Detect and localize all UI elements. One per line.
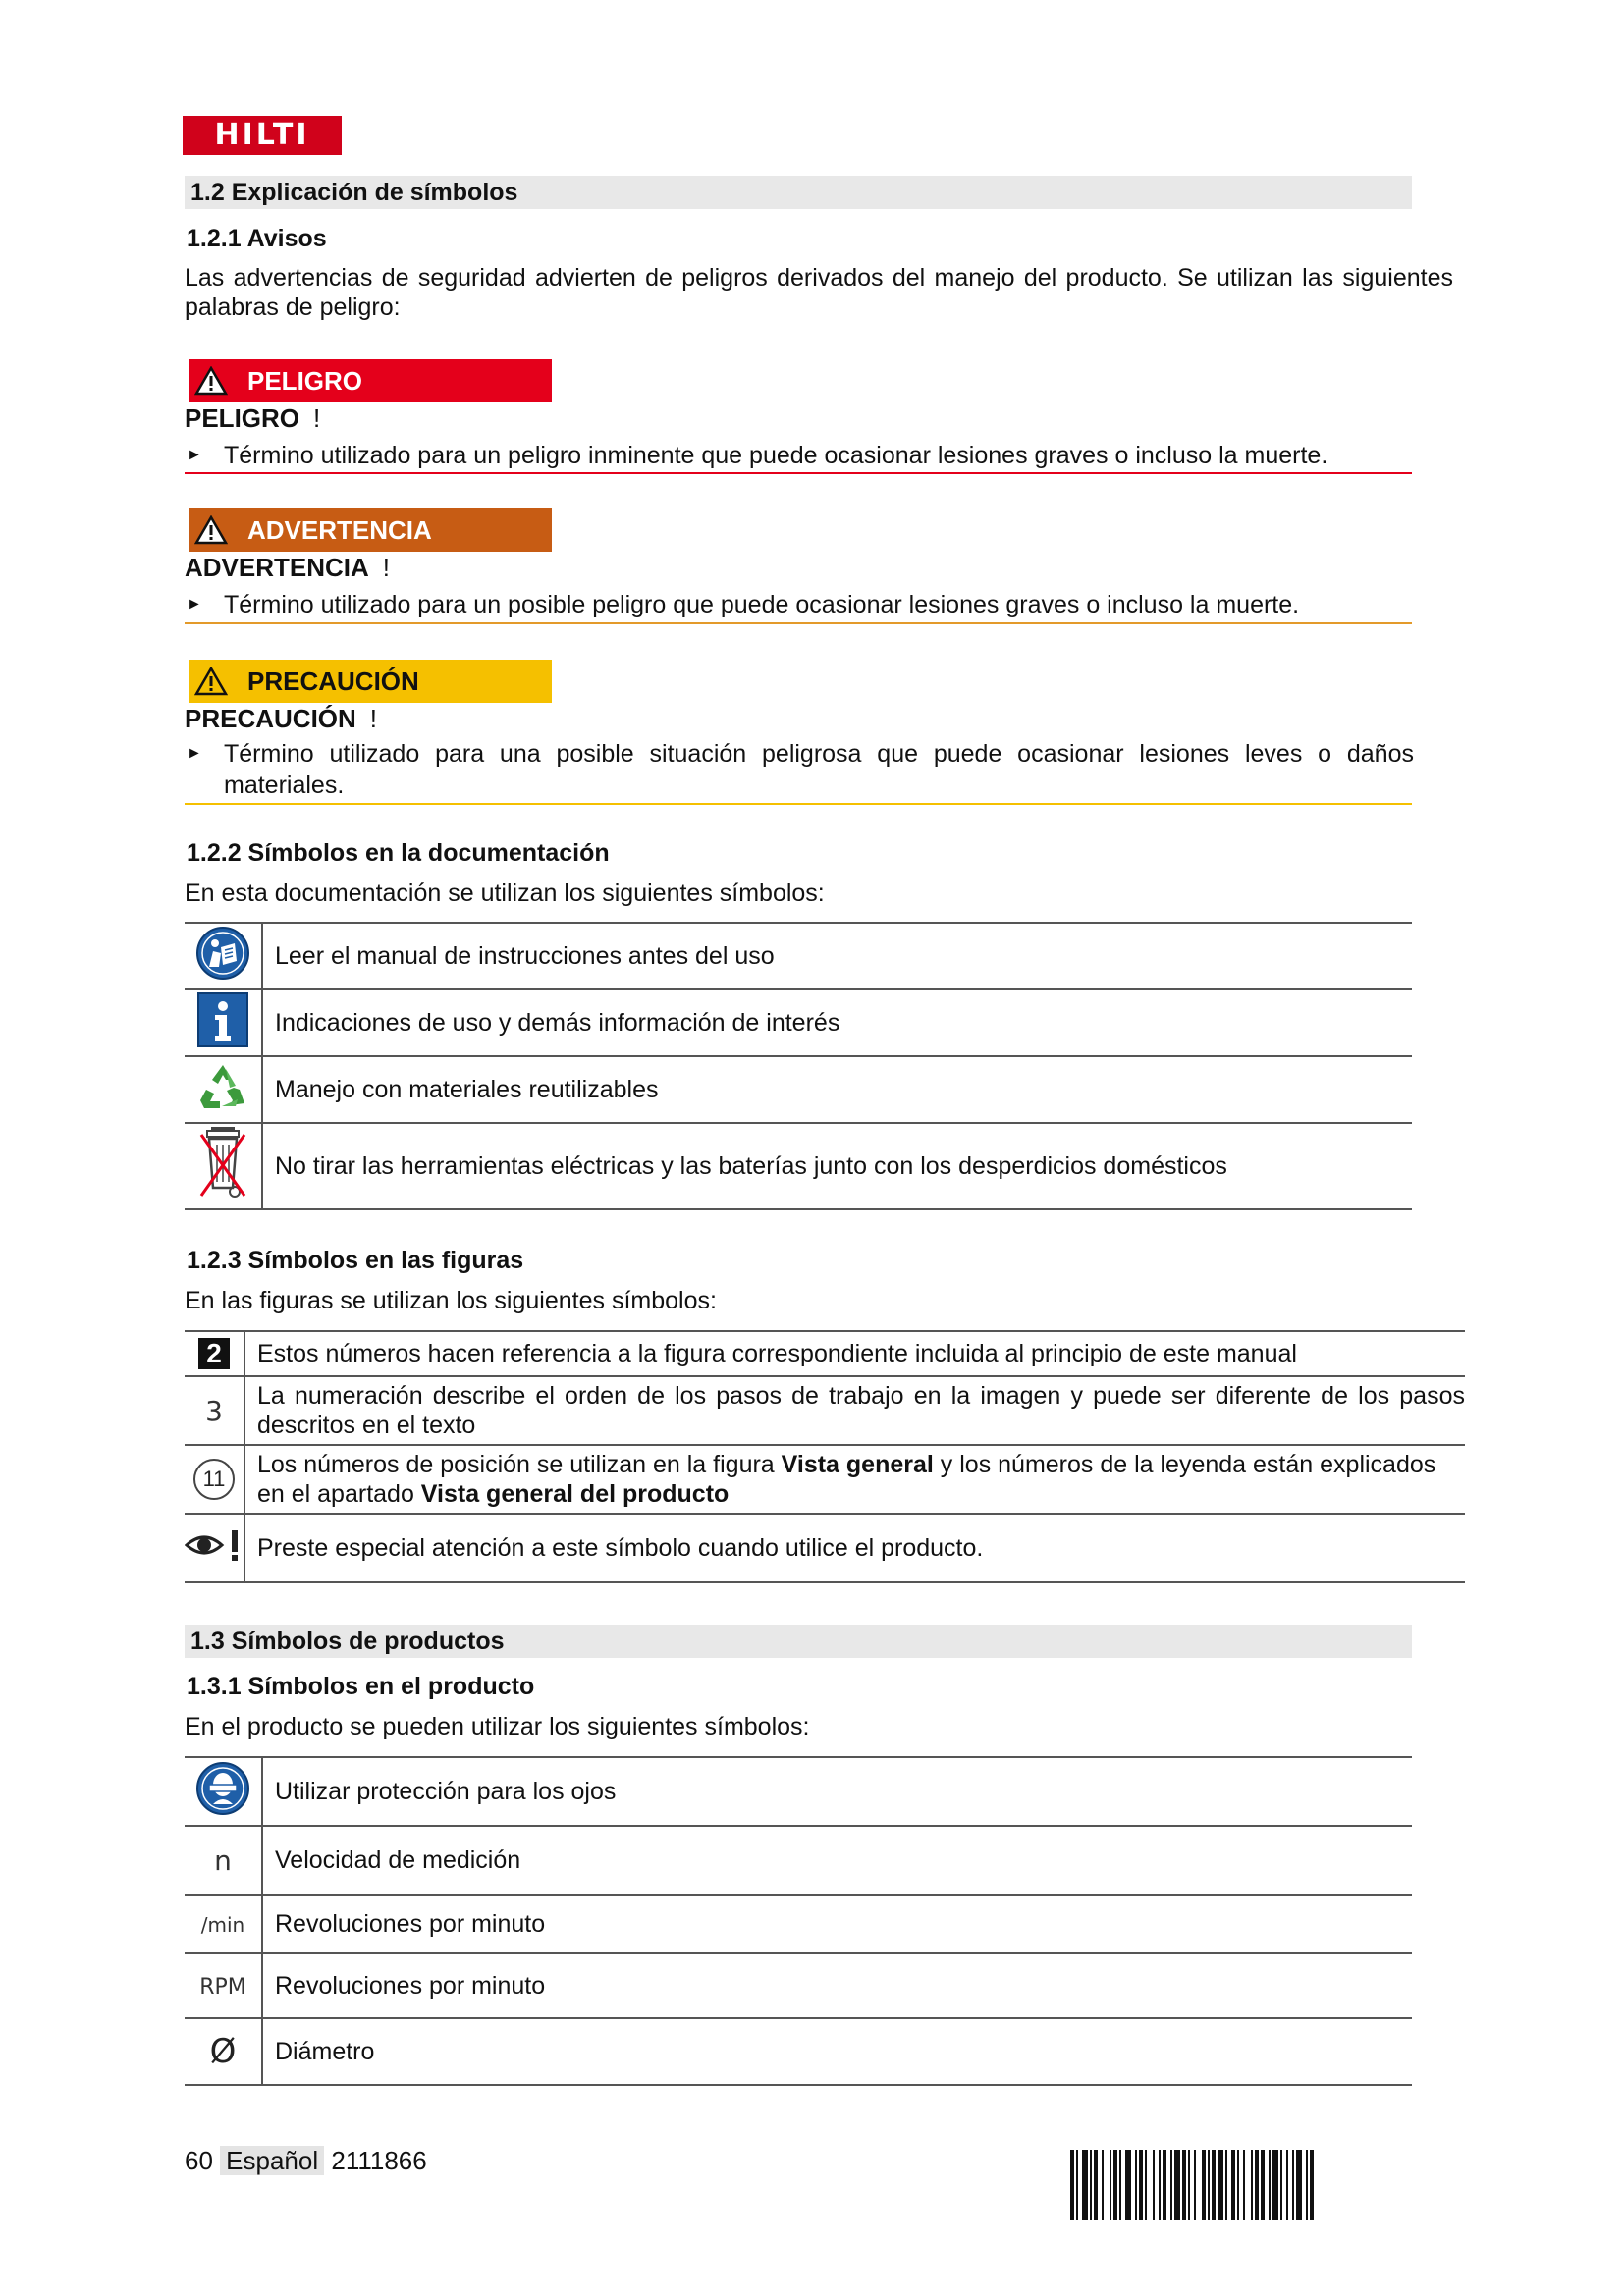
signal-word-text: ADVERTENCIA (185, 553, 369, 582)
barcode-bar (1208, 2150, 1210, 2220)
bullet-text: Término utilizado para un posible peligro que puede ocasionar lesiones graves o incluso la muerte. (224, 591, 1300, 618)
symbol-cell (185, 1331, 244, 1376)
barcode-bar (1110, 2150, 1111, 2220)
bullet-text: Término utilizado para una posible situación peligrosa que puede ocasionar lesiones leves o daños materiales. (224, 740, 1414, 799)
description-bold: Vista general (781, 1451, 934, 1478)
symbol-cell (185, 1514, 244, 1582)
symbol-description: Leer el manual de instrucciones antes del uso (262, 923, 1412, 989)
barcode-bar (1272, 2150, 1278, 2220)
figure-number-box-icon (198, 1338, 230, 1369)
barcode-bar (1280, 2150, 1282, 2220)
symbol-cell (185, 1953, 262, 2018)
symbol-cell (185, 989, 262, 1056)
warning-triangle-icon (194, 667, 228, 696)
barcode-bar (1070, 2150, 1074, 2220)
symbol-cell (185, 1445, 244, 1514)
barcode-bar (1237, 2150, 1239, 2220)
barcode-bar (1119, 2150, 1121, 2220)
bullet-text: Término utilizado para un peligro inminente que puede ocasionar lesiones graves o incluso la muerte. (224, 442, 1328, 469)
barcode-bar (1292, 2150, 1294, 2220)
exclamation: ! (382, 553, 391, 582)
symbol-description: No tirar las herramientas eléctricas y las baterías junto con los desperdicios domésticos (262, 1123, 1412, 1209)
table-row (185, 1953, 1412, 2018)
bullet-arrow-icon: ► (187, 596, 202, 613)
symbol-cell (185, 2018, 262, 2085)
signal-word-text: PELIGRO (185, 403, 300, 433)
bullet-arrow-icon: ► (187, 447, 202, 463)
documentation-symbols-intro: En esta documentación se utilizan los siguientes símbolos: (185, 880, 825, 907)
description-bold: Vista general del producto (420, 1480, 730, 1508)
step-number: 3 (205, 1394, 223, 1427)
symbol-description (244, 1445, 1465, 1514)
signal-badge-caution (189, 660, 552, 703)
symbol-description: Estos números hacen referencia a la figura correspondiente incluida al principio de este manual (244, 1331, 1465, 1376)
subheading-1-2-3: 1.2.3 Símbolos en las figuras (187, 1247, 524, 1274)
section-heading-1-3: 1.3 Símbolos de productos (185, 1625, 1412, 1658)
symbol-description-text: La numeración describe el orden de los pasos de trabajo en la imagen y puede ser diferente de los pasos descritos en el texto (257, 1382, 1465, 1439)
documentation-symbols-table (185, 922, 1412, 1210)
symbol-description: Indicaciones de uso y demás información de interés (262, 989, 1412, 1056)
symbol-cell (185, 1757, 262, 1826)
barcode-bar (1094, 2150, 1098, 2220)
position-number: 11 (202, 1467, 226, 1491)
barcode-bar (1125, 2150, 1131, 2220)
signal-word-description-caution (185, 738, 1414, 801)
description-part: Los números de posición se utilizan en la figura (257, 1451, 782, 1478)
eye-protection-icon (195, 1761, 250, 1816)
barcode-bar (1261, 2150, 1265, 2220)
symbol-description: Revoluciones por minuto (262, 1895, 1412, 1953)
symbol-description: Manejo con materiales reutilizables (262, 1056, 1412, 1123)
signal-badge-danger (189, 359, 552, 402)
warning-triangle-icon (194, 515, 228, 545)
table-row (185, 1757, 1412, 1826)
barcode-bar (1310, 2150, 1314, 2220)
document-number: 2111866 (331, 2146, 427, 2175)
barcode-bar (1082, 2150, 1088, 2220)
eye-attention-icon (185, 1527, 244, 1563)
diameter-symbol: Ø (209, 2032, 237, 2071)
signal-badge-label: PELIGRO (247, 365, 363, 396)
signal-word-heading-warning (185, 553, 390, 583)
subheading-1-2-1: 1.2.1 Avisos (187, 225, 327, 252)
barcode-bar (1113, 2150, 1117, 2220)
barcode-bar (1090, 2150, 1092, 2220)
exclamation: ! (313, 403, 321, 433)
barcode-bar (1202, 2150, 1206, 2220)
signal-word-text: PRECAUCIÓN (185, 704, 356, 733)
symbol-description: Utilizar protección para los ojos (262, 1757, 1412, 1826)
page-footer (185, 2146, 427, 2176)
symbol-description: Diámetro (262, 2018, 1412, 2085)
barcode-bar (1306, 2150, 1308, 2220)
exclamation: ! (369, 704, 378, 733)
info-icon (197, 992, 248, 1047)
barcode-bar (1251, 2150, 1253, 2220)
barcode-bar (1139, 2150, 1143, 2220)
signal-badge-label: ADVERTENCIA (247, 514, 432, 545)
barcode (1070, 2150, 1410, 2220)
signal-word-heading-danger (185, 403, 320, 434)
recycle-icon (196, 1060, 249, 1113)
table-row (185, 1895, 1412, 1953)
table-row (185, 1826, 1412, 1895)
divider-caution (185, 803, 1412, 805)
signal-badge-label: PRECAUCIÓN (247, 666, 419, 696)
barcode-bar (1188, 2150, 1190, 2220)
product-symbols-table (185, 1756, 1412, 2086)
symbol-cell (185, 1895, 262, 1953)
speed-symbol: n (214, 1843, 232, 1877)
symbol-cell (185, 1056, 262, 1123)
subheading-1-3-1: 1.3.1 Símbolos en el producto (187, 1673, 535, 1700)
signal-badge-warning (189, 508, 552, 552)
bullet-arrow-icon: ► (187, 745, 202, 762)
table-row (185, 1376, 1465, 1445)
footer-language: Español (220, 2146, 324, 2175)
symbol-description: Revoluciones por minuto (262, 1953, 1412, 2018)
table-row (185, 1123, 1412, 1209)
figure-symbols-table (185, 1330, 1465, 1583)
symbol-description: Preste especial atención a este símbolo cuando utilice el producto. (244, 1514, 1465, 1582)
barcode-bar (1174, 2150, 1180, 2220)
table-row (185, 2018, 1412, 2085)
table-row (185, 1514, 1465, 1582)
barcode-bar (1218, 2150, 1223, 2220)
table-row (185, 989, 1412, 1056)
barcode-bar (1182, 2150, 1186, 2220)
barcode-bar (1225, 2150, 1227, 2220)
section-heading-1-2: 1.2 Explicación de símbolos (185, 176, 1412, 209)
symbol-cell (185, 1376, 244, 1445)
page-number: 60 (185, 2146, 213, 2175)
figure-number: 2 (206, 1338, 222, 1368)
barcode-bar (1286, 2150, 1288, 2220)
product-symbols-intro: En el producto se pueden utilizar los siguientes símbolos: (185, 1713, 810, 1740)
barcode-bar (1296, 2150, 1302, 2220)
barcode-bar (1269, 2150, 1271, 2220)
table-row (185, 1331, 1465, 1376)
table-row (185, 1445, 1465, 1514)
barcode-bar (1163, 2150, 1166, 2220)
signal-word-heading-caution (185, 704, 377, 734)
avisos-intro: Las advertencias de seguridad advierten de peligros derivados del manejo del producto. Se utilizan las siguientes palabras de peligro: (185, 264, 1453, 321)
signal-word-description-danger (185, 440, 1414, 471)
barcode-bar (1231, 2150, 1235, 2220)
symbol-cell (185, 923, 262, 989)
figure-symbols-intro: En las figuras se utilizan los siguientes símbolos: (185, 1287, 717, 1314)
symbol-description: Velocidad de medición (262, 1826, 1412, 1895)
per-minute-symbol: /min (200, 1912, 245, 1937)
barcode-bar (1255, 2150, 1259, 2220)
barcode-bar (1170, 2150, 1172, 2220)
barcode-bar (1076, 2150, 1078, 2220)
logo-text: HILTI (214, 118, 310, 152)
description-part: y los números de la leyenda están explicados en el apartado (257, 1451, 1436, 1508)
barcode-bar (1243, 2150, 1245, 2220)
barcode-bar (1194, 2150, 1196, 2220)
barcode-bar (1159, 2150, 1161, 2220)
barcode-bar (1145, 2150, 1147, 2220)
table-row (185, 923, 1412, 989)
crossed-bin-icon (197, 1125, 248, 1201)
hilti-logo (183, 116, 342, 155)
warning-triangle-icon (194, 366, 228, 396)
table-row (185, 1056, 1412, 1123)
barcode-bar (1102, 2150, 1104, 2220)
position-number-circle-icon (193, 1459, 235, 1500)
symbol-cell (185, 1123, 262, 1209)
symbol-cell (185, 1826, 262, 1895)
signal-word-description-warning (185, 589, 1414, 620)
subheading-1-2-2: 1.2.2 Símbolos en la documentación (187, 839, 610, 867)
barcode-bar (1135, 2150, 1137, 2220)
read-manual-icon (195, 926, 250, 981)
symbol-description (244, 1376, 1465, 1445)
divider-danger (185, 472, 1412, 474)
barcode-bar (1153, 2150, 1155, 2220)
divider-warning (185, 622, 1412, 624)
rpm-symbol: RPM (199, 1974, 246, 2000)
barcode-bar (1212, 2150, 1216, 2220)
